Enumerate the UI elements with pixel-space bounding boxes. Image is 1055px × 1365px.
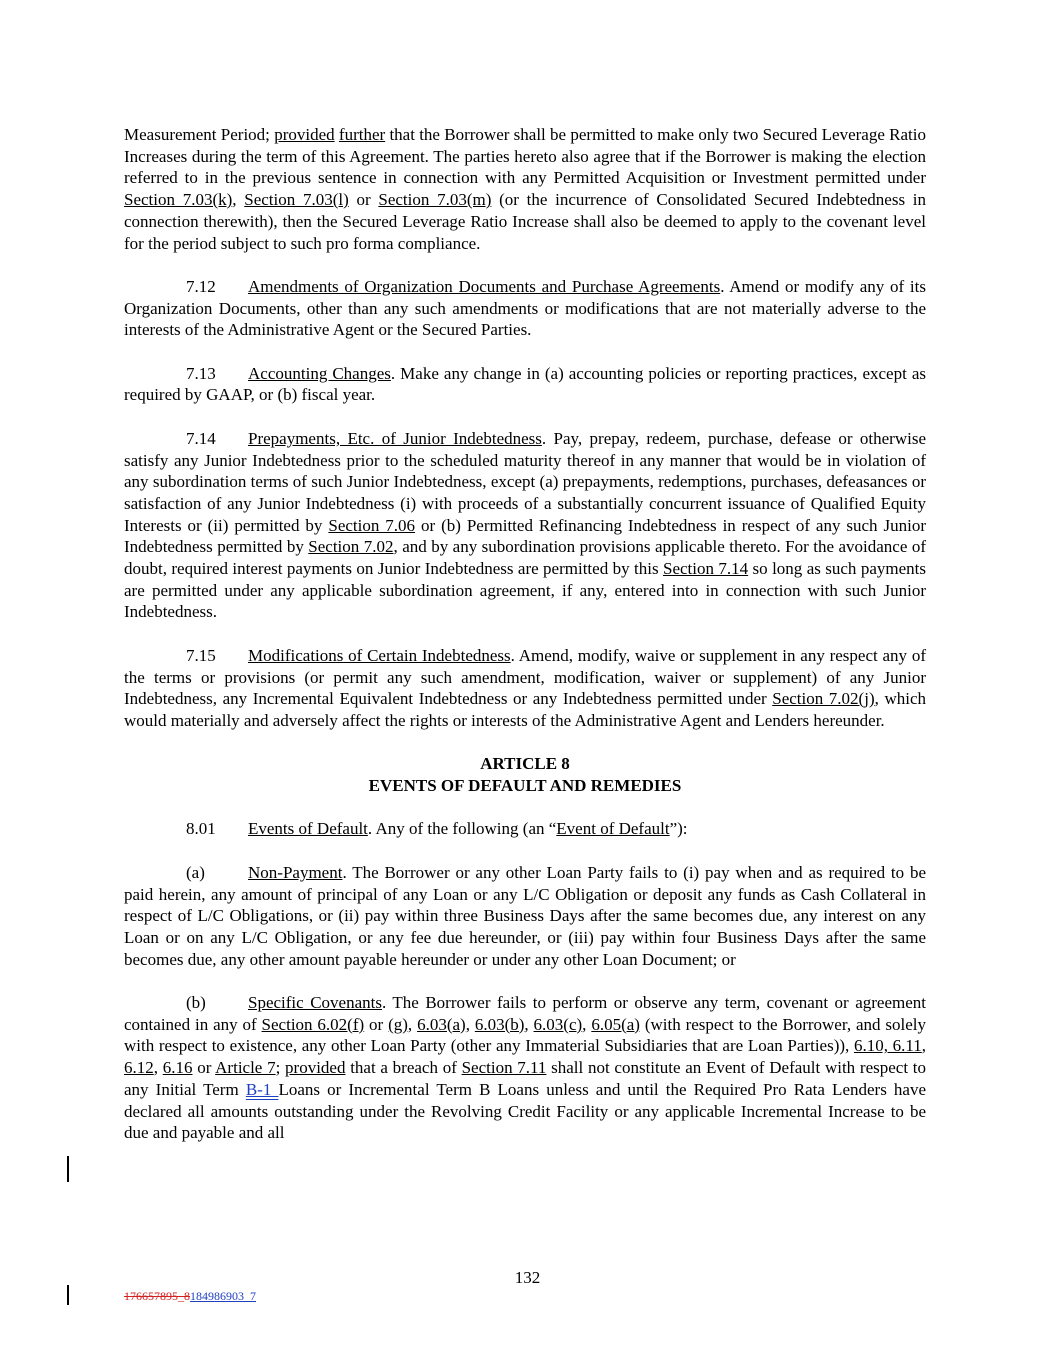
inserted-text: B-1 [245,1079,279,1099]
article-subtitle: EVENTS OF DEFAULT AND REMEDIES [368,776,682,796]
cross-reference: Section 7.02(j) [772,689,875,709]
section-7-12: 7.12 Amendments of Organization Documents and Purchase Agreements. Amend or modify any of its Organization Documents, other than any such amendments or modifications that are not materially adverse to the interests of the Administrative Agent or the Secured Parties. [124,276,926,340]
cross-reference: Section 7.14 [662,559,749,579]
clause-heading: Specific Covenants [248,993,382,1012]
paragraph-measurement-period: Measurement Period; provided further that the Borrower shall be permitted to make only two Secured Leverage Ratio Increases during the term of this Agreement. The parties hereto also agree that if the Borrower is making the election referred to in the previous sentence in connection with any Permitted Acquisition or Investment permitted under Section 7.03(k), Section 7.03(l) or Section 7.03(m) (or the incurrence of Consolidated Secured Indebtedness in connection therewith), then the Secured Leverage Ratio Increase shall also be deemed to apply to the covenant level for the period subject to such pro forma compliance. [124,125,927,253]
defined-term: Event of Default [556,819,670,839]
section-heading: Accounting Changes [248,363,391,383]
section-heading: Prepayments, Etc. of Junior Indebtedness [248,428,542,448]
change-bar [67,1156,69,1182]
cross-reference: Section 7.03(m) [378,190,492,210]
section-7-15: 7.15 Modifications of Certain Indebtedness. Amend, modify, waive or supplement in any respect any of the terms or provisions (or permit any such amendment, modification, waiver or supplement) of any Junior Indebtedness, any Incremental Equivalent Indebtedness or any Indebtedness permitted under Section 7.02(j), which would materially and adversely affect the rights or interests of the Administrative Agent and Lenders hereunder. [124,645,926,730]
section-8-01: 8.01 Events of Default. Any of the following (an “Event of Default”): [186,819,688,839]
document-body [124,124,926,1144]
document-id [124,1289,256,1304]
change-bar [67,1285,69,1305]
section-7-14: 7.14 Prepayments, Etc. of Junior Indebtedness. Pay, prepay, redeem, purchase, defease or otherwise satisfy any Junior Indebtedness prior to the scheduled maturity thereof in any manner that would be in violation of any subordination terms of such Junior Indebtedness, except (a) prepayments, redemptions, purchases, defeasances or satisfaction of any Junior Indebtedness (i) with proceeds of a substantially concurrent issuance of Qualified Equity Interests or (ii) permitted by Section 7.06 or (b) Permitted Refinancing Indebtedness in respect of any such Junior Indebtedness permitted by Section 7.02, and by any subordination provisions applicable thereto. For the avoidance of doubt, required interest payments on Junior Indebtedness are permitted by this Section 7.14 so long as such payments are permitted under any applicable subordination agreement, if any, entered into in connection with such Junior Indebtedness. [124,428,926,622]
clause-a-non-payment: (a) Non-Payment. The Borrower or any other Loan Party fails to (i) pay when and as required to be paid herein, any amount of principal of any Loan or any L/C Obligation or deposit any funds as Cash Collateral in respect of L/C Obligations, or (ii) pay within three Business Days after the same becomes due, any interest on any Loan or on any L/C Obligation, or any fee due hereunder, or (iii) pay within four Business Days after the same becomes due, any other amount payable hereunder or under any other Loan Document; or [124,862,926,969]
cross-reference: Section 7.03(k) [124,190,233,210]
deleted-doc-id: 176657895_8 [124,1289,190,1303]
cross-reference: Section 7.02 [308,537,394,557]
section-heading: Events of Default [248,819,368,839]
section-7-13: 7.13 Accounting Changes. Make any change in (a) accounting policies or reporting practices, except as required by GAAP, or (b) fiscal year. [124,363,927,405]
article-title: ARTICLE 8 [480,754,570,774]
cross-reference: Section 7.03(l) [244,190,349,210]
page-number: 132 [514,1268,541,1287]
section-heading: Amendments of Organization Documents and Purchase Agreements [248,276,721,296]
clause-heading: Non-Payment [248,862,343,882]
clause-b-specific-covenants: (b) Specific Covenants. The Borrower fails to perform or observe any term, covenant or agreement contained in any of Section 6.02(f) or (g), 6.03(a), 6.03(b), 6.03(c), 6.05(a) (with respect to the Borrower, and solely with respect to existence, any other Loan Party (other any Immaterial Subsidiaries that are Loan Parties)), 6.10, 6.11, 6.12, 6.16 or Article 7; provided that a breach of Section 7.11 shall not constitute an Event of Default with respect to any Initial Term B-1 Loans or Incremental Term B Loans unless and until the Required Pro Rata Lenders have declared all amounts outstanding under the Revolving Credit Facility or any applicable Incremental Increase to be due and payable and all [124,993,927,1143]
inserted-doc-id: 184986903_7 [190,1289,256,1303]
cross-reference: Section 7.06 [328,515,416,535]
section-heading: Modifications of Certain Indebtedness [248,645,511,665]
